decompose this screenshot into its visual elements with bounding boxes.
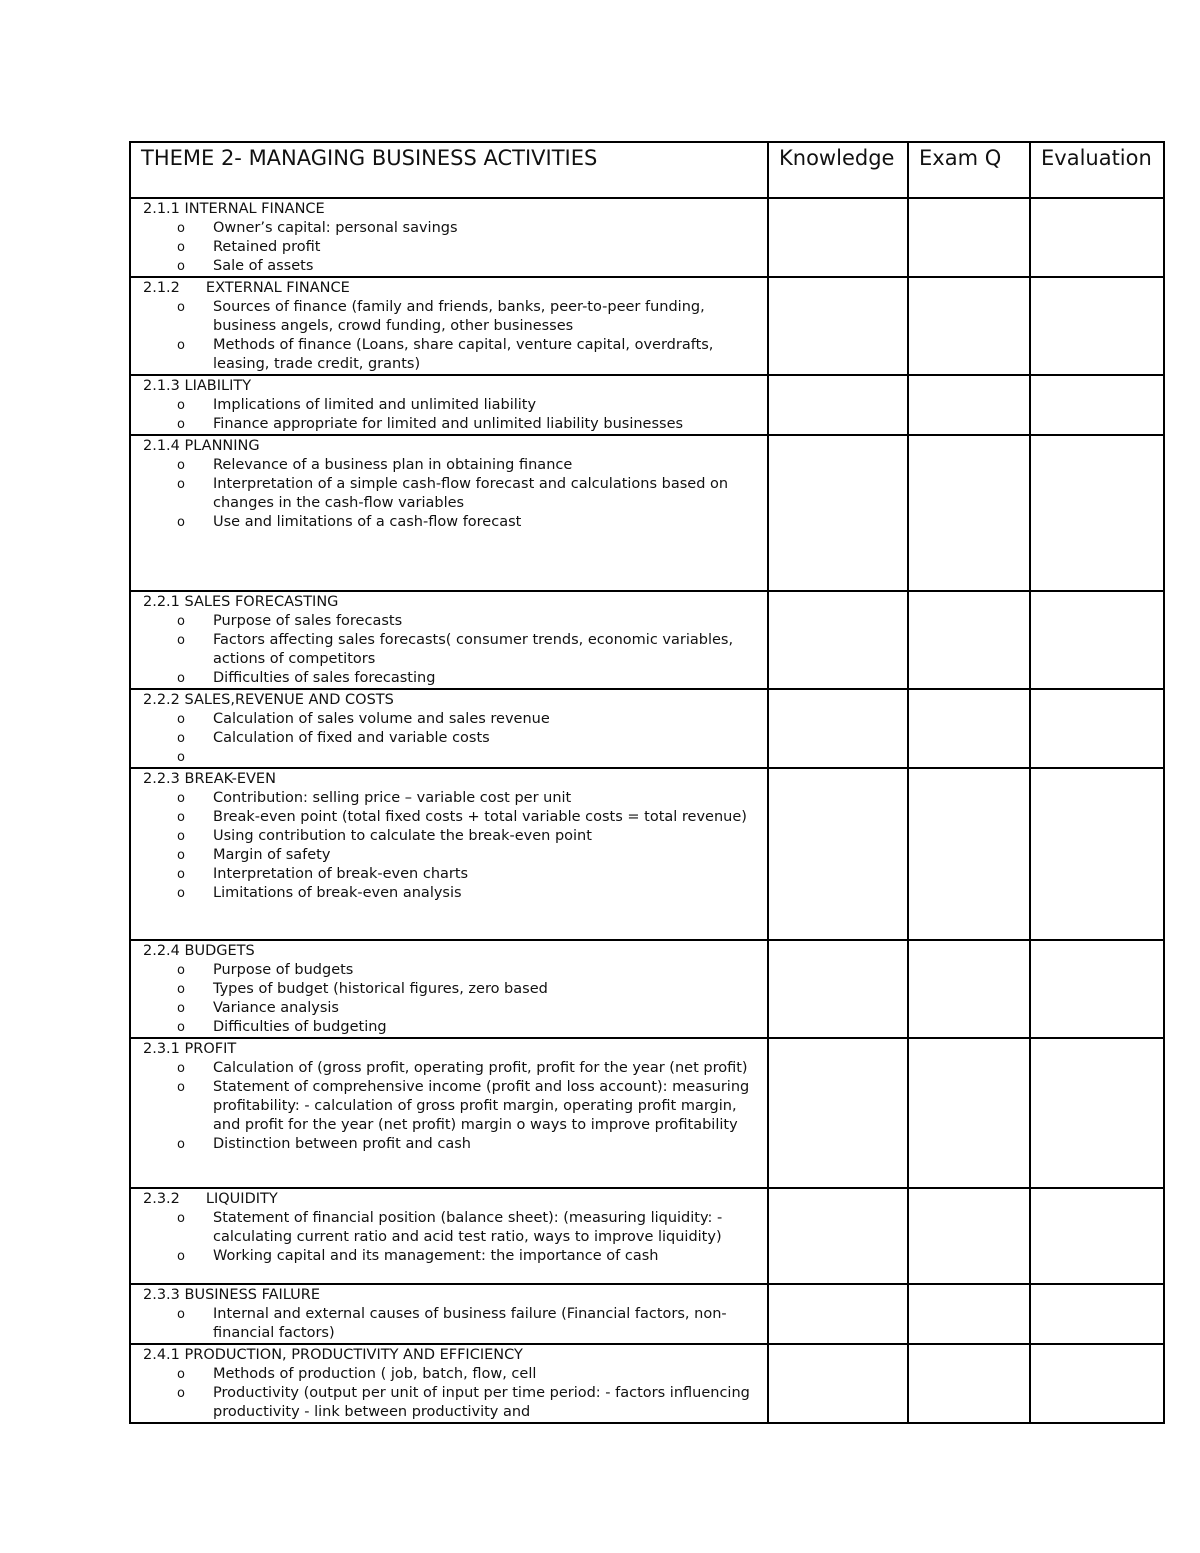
evaluation-checkbox-cell[interactable] [1030, 435, 1164, 591]
exam-question-checkbox-cell[interactable] [908, 277, 1030, 375]
section-number: 2.1.4 [143, 438, 180, 454]
list-item-text: Using contribution to calculate the break-even point [213, 828, 592, 844]
bullet-icon: o [177, 259, 185, 274]
list-item-text: Internal and external causes of business failure (Financial factors, non-financial factors) [213, 1306, 727, 1341]
bullet-icon: o [177, 1249, 185, 1264]
section-number: 2.1.3 [143, 378, 180, 394]
topic-row [130, 1038, 1164, 1188]
bullet-icon: o [177, 886, 185, 901]
section-title: SALES,REVENUE AND COSTS [184, 692, 394, 708]
bullet-icon: o [177, 300, 185, 315]
knowledge-column-header: Knowledge [768, 142, 908, 198]
section-title: INTERNAL FINANCE [184, 201, 325, 217]
bullet-icon: o [177, 963, 185, 978]
list-item [143, 669, 761, 688]
bullet-icon: o [177, 398, 185, 413]
topic-row [130, 1284, 1164, 1344]
bullet-icon: o [177, 848, 185, 863]
knowledge-checkbox-cell[interactable] [768, 1038, 908, 1188]
bullet-list [143, 1305, 761, 1343]
list-item-text: Sale of assets [213, 258, 314, 274]
bullet-icon: o [177, 810, 185, 825]
bullet-icon: o [177, 671, 185, 686]
bullet-icon: o [177, 867, 185, 882]
list-item-text: Implications of limited and unlimited liability [213, 397, 537, 413]
bullet-icon: o [177, 1386, 185, 1401]
list-item-text: Break-even point (total fixed costs + total variable costs = total revenue) [213, 809, 747, 825]
knowledge-checkbox-cell[interactable] [768, 1284, 908, 1344]
bullet-icon: o [177, 417, 185, 432]
bullet-icon: o [177, 791, 185, 806]
section-heading [143, 1040, 761, 1059]
list-item [143, 710, 761, 729]
exam-question-checkbox-cell[interactable] [908, 375, 1030, 435]
bullet-icon: o [177, 1061, 185, 1076]
topic-cell [130, 768, 768, 940]
list-item [143, 1365, 761, 1384]
bullet-list [143, 789, 761, 903]
section-title: EXTERNAL FINANCE [205, 280, 350, 296]
bullet-icon: o [177, 633, 185, 648]
topic-row [130, 689, 1164, 768]
section-title: LIABILITY [184, 378, 252, 394]
list-item-text: Difficulties of sales forecasting [213, 670, 436, 686]
knowledge-checkbox-cell[interactable] [768, 591, 908, 689]
topic-cell [130, 591, 768, 689]
section-number: 2.2.3 [143, 771, 180, 787]
knowledge-checkbox-cell[interactable] [768, 689, 908, 768]
exam-question-checkbox-cell[interactable] [908, 591, 1030, 689]
topic-cell [130, 198, 768, 277]
section-number: 2.2.2 [143, 692, 180, 708]
list-item-text: Statement of comprehensive income (profit and loss account): measuring profitability: - calculation of gross profit margin, operating profit margin, and profit for the year (net profit) margin o ways to improve profitability [213, 1079, 750, 1133]
list-item [143, 1078, 761, 1135]
bullet-icon: o [177, 515, 185, 530]
bullet-icon: o [177, 1020, 185, 1035]
bullet-list [143, 961, 761, 1037]
topic-cell [130, 1038, 768, 1188]
knowledge-checkbox-cell[interactable] [768, 768, 908, 940]
topic-row [130, 940, 1164, 1038]
list-item-text: Retained profit [213, 239, 321, 255]
list-item [143, 612, 761, 631]
section-heading [143, 1346, 761, 1365]
list-item-text: Methods of finance (Loans, share capital, venture capital, overdrafts, leasing, trade credit, grants) [213, 337, 714, 372]
list-item [143, 999, 761, 1018]
topic-row [130, 768, 1164, 940]
section-number: 2.4.1 [143, 1347, 180, 1363]
bullet-icon: o [177, 1080, 185, 1095]
exam-question-checkbox-cell[interactable] [908, 198, 1030, 277]
list-item [143, 475, 761, 513]
bullet-list [143, 1365, 761, 1422]
evaluation-checkbox-cell[interactable] [1030, 1344, 1164, 1423]
section-title: PRODUCTION, PRODUCTIVITY AND EFFICIENCY [184, 1347, 523, 1363]
list-item [143, 729, 761, 748]
section-number: 2.1.1 [143, 201, 180, 217]
list-item [143, 219, 761, 238]
section-title: SALES FORECASTING [184, 594, 339, 610]
section-title: BUSINESS FAILURE [184, 1287, 320, 1303]
bullet-list [143, 396, 761, 434]
section-heading [143, 770, 761, 789]
section-number: 2.3.3 [143, 1287, 180, 1303]
list-item-text: Calculation of (gross profit, operating profit, profit for the year (net profit) [213, 1060, 748, 1076]
evaluation-checkbox-cell[interactable] [1030, 768, 1164, 940]
list-item [143, 961, 761, 980]
list-item [143, 1018, 761, 1037]
exam-question-checkbox-cell[interactable] [908, 689, 1030, 768]
list-item-text: Contribution: selling price – variable cost per unit [213, 790, 572, 806]
section-number: 2.2.1 [143, 594, 180, 610]
bullet-icon: o [177, 240, 185, 255]
list-item [143, 1247, 761, 1266]
list-item-text: Finance appropriate for limited and unlimited liability businesses [213, 416, 684, 432]
topic-cell [130, 1188, 768, 1284]
evaluation-checkbox-cell[interactable] [1030, 1284, 1164, 1344]
bullet-list [143, 1209, 761, 1266]
section-number: 2.2.4 [143, 943, 180, 959]
list-item-text: Calculation of sales volume and sales revenue [213, 711, 550, 727]
bullet-list [143, 612, 761, 688]
topic-row [130, 277, 1164, 375]
evaluation-column-header: Evaluation [1030, 142, 1164, 198]
bullet-icon: o [177, 750, 185, 765]
list-item [143, 884, 761, 903]
evaluation-checkbox-cell[interactable] [1030, 940, 1164, 1038]
list-item-text: Use and limitations of a cash-flow forecast [213, 514, 522, 530]
list-item-text: Interpretation of break-even charts [213, 866, 469, 882]
exam-question-checkbox-cell[interactable] [908, 1188, 1030, 1284]
exam-question-checkbox-cell[interactable] [908, 1344, 1030, 1423]
list-item [143, 748, 761, 767]
bullet-icon: o [177, 338, 185, 353]
knowledge-checkbox-cell[interactable] [768, 198, 908, 277]
bullet-icon: o [177, 1367, 185, 1382]
section-title: BREAK-EVEN [184, 771, 276, 787]
section-heading [143, 279, 761, 298]
list-item [143, 1384, 761, 1422]
list-item [143, 238, 761, 257]
list-item [143, 456, 761, 475]
list-item-text: Working capital and its management: the importance of cash [213, 1248, 659, 1264]
list-item [143, 336, 761, 374]
bullet-icon: o [177, 1001, 185, 1016]
topic-row [130, 435, 1164, 591]
knowledge-checkbox-cell[interactable] [768, 1188, 908, 1284]
list-item-text: Calculation of fixed and variable costs [213, 730, 490, 746]
section-title: PROFIT [184, 1041, 237, 1057]
list-item [143, 846, 761, 865]
topic-row [130, 375, 1164, 435]
section-heading [143, 200, 761, 219]
bullet-list [143, 1059, 761, 1154]
knowledge-checkbox-cell[interactable] [768, 1344, 908, 1423]
evaluation-checkbox-cell[interactable] [1030, 375, 1164, 435]
list-item-text: Types of budget (historical figures, zero based [213, 981, 548, 997]
section-title: BUDGETS [184, 943, 255, 959]
list-item [143, 1059, 761, 1078]
topic-cell [130, 1344, 768, 1423]
exam-question-column-header: Exam Q [908, 142, 1030, 198]
list-item [143, 789, 761, 808]
list-item [143, 980, 761, 999]
section-number: 2.3.2 [143, 1191, 180, 1207]
list-item [143, 827, 761, 846]
topic-row [130, 1344, 1164, 1423]
list-item [143, 513, 761, 532]
bullet-icon: o [177, 712, 185, 727]
exam-question-checkbox-cell[interactable] [908, 1284, 1030, 1344]
bullet-list [143, 710, 761, 767]
list-item-text: Statement of financial position (balance sheet): (measuring liquidity: - calculating current ratio and acid test ratio, ways to improve liquidity) [213, 1210, 723, 1245]
list-item [143, 1305, 761, 1343]
list-item-text: Variance analysis [213, 1000, 339, 1016]
topic-row [130, 1188, 1164, 1284]
section-number: 2.3.1 [143, 1041, 180, 1057]
theme-title: THEME 2- MANAGING BUSINESS ACTIVITIES [130, 142, 768, 198]
bullet-icon: o [177, 982, 185, 997]
topic-cell [130, 1284, 768, 1344]
topic-cell [130, 277, 768, 375]
bullet-list [143, 298, 761, 374]
list-item-text: Distinction between profit and cash [213, 1136, 471, 1152]
list-item-text: Methods of production ( job, batch, flow, cell [213, 1366, 537, 1382]
evaluation-checkbox-cell[interactable] [1030, 1038, 1164, 1188]
topic-row [130, 591, 1164, 689]
section-heading [143, 437, 761, 456]
exam-question-checkbox-cell[interactable] [908, 435, 1030, 591]
list-item-text: Interpretation of a simple cash-flow forecast and calculations based on changes in the cash-flow variables [213, 476, 729, 511]
list-item [143, 631, 761, 669]
bullet-icon: o [177, 458, 185, 473]
section-title: PLANNING [184, 438, 260, 454]
topic-row [130, 198, 1164, 277]
knowledge-checkbox-cell[interactable] [768, 940, 908, 1038]
knowledge-checkbox-cell[interactable] [768, 375, 908, 435]
list-item [143, 415, 761, 434]
topic-cell [130, 940, 768, 1038]
section-heading [143, 1190, 761, 1209]
list-item-text: Purpose of budgets [213, 962, 354, 978]
revision-checklist-table [129, 141, 1165, 1424]
list-item-text: Owner’s capital: personal savings [213, 220, 458, 236]
section-title: LIQUIDITY [205, 1191, 278, 1207]
list-item-text: Productivity (output per unit of input per time period: - factors influencing productivity - link between productivity and [213, 1385, 750, 1420]
evaluation-checkbox-cell[interactable] [1030, 198, 1164, 277]
evaluation-checkbox-cell[interactable] [1030, 591, 1164, 689]
evaluation-checkbox-cell[interactable] [1030, 1188, 1164, 1284]
bullet-icon: o [177, 1307, 185, 1322]
bullet-icon: o [177, 614, 185, 629]
exam-question-checkbox-cell[interactable] [908, 1038, 1030, 1188]
header-row [130, 142, 1164, 198]
bullet-list [143, 456, 761, 532]
list-item-text: Limitations of break-even analysis [213, 885, 462, 901]
list-item [143, 257, 761, 276]
list-item [143, 396, 761, 415]
topic-cell [130, 375, 768, 435]
list-item-text: Purpose of sales forecasts [213, 613, 403, 629]
section-heading [143, 942, 761, 961]
topic-cell [130, 689, 768, 768]
bullet-icon: o [177, 829, 185, 844]
section-number: 2.1.2 [143, 280, 180, 296]
topic-cell [130, 435, 768, 591]
list-item-text: Sources of finance (family and friends, banks, peer-to-peer funding, business angels, crowd funding, other businesses [213, 299, 705, 334]
section-heading [143, 691, 761, 710]
list-item [143, 865, 761, 884]
list-item [143, 298, 761, 336]
evaluation-checkbox-cell[interactable] [1030, 277, 1164, 375]
knowledge-checkbox-cell[interactable] [768, 277, 908, 375]
bullet-icon: o [177, 477, 185, 492]
list-item-text [213, 748, 761, 767]
section-heading [143, 1286, 761, 1305]
section-heading [143, 593, 761, 612]
list-item-text: Factors affecting sales forecasts( consumer trends, economic variables, actions of competitors [213, 632, 734, 667]
list-item [143, 808, 761, 827]
list-item-text: Difficulties of budgeting [213, 1019, 387, 1035]
exam-question-checkbox-cell[interactable] [908, 768, 1030, 940]
knowledge-checkbox-cell[interactable] [768, 435, 908, 591]
list-item [143, 1135, 761, 1154]
bullet-icon: o [177, 221, 185, 236]
list-item-text: Margin of safety [213, 847, 331, 863]
list-item [143, 1209, 761, 1247]
bullet-list [143, 219, 761, 276]
section-heading [143, 377, 761, 396]
exam-question-checkbox-cell[interactable] [908, 940, 1030, 1038]
bullet-icon: o [177, 1211, 185, 1226]
evaluation-checkbox-cell[interactable] [1030, 689, 1164, 768]
bullet-icon: o [177, 1137, 185, 1152]
bullet-icon: o [177, 731, 185, 746]
list-item-text: Relevance of a business plan in obtaining finance [213, 457, 573, 473]
